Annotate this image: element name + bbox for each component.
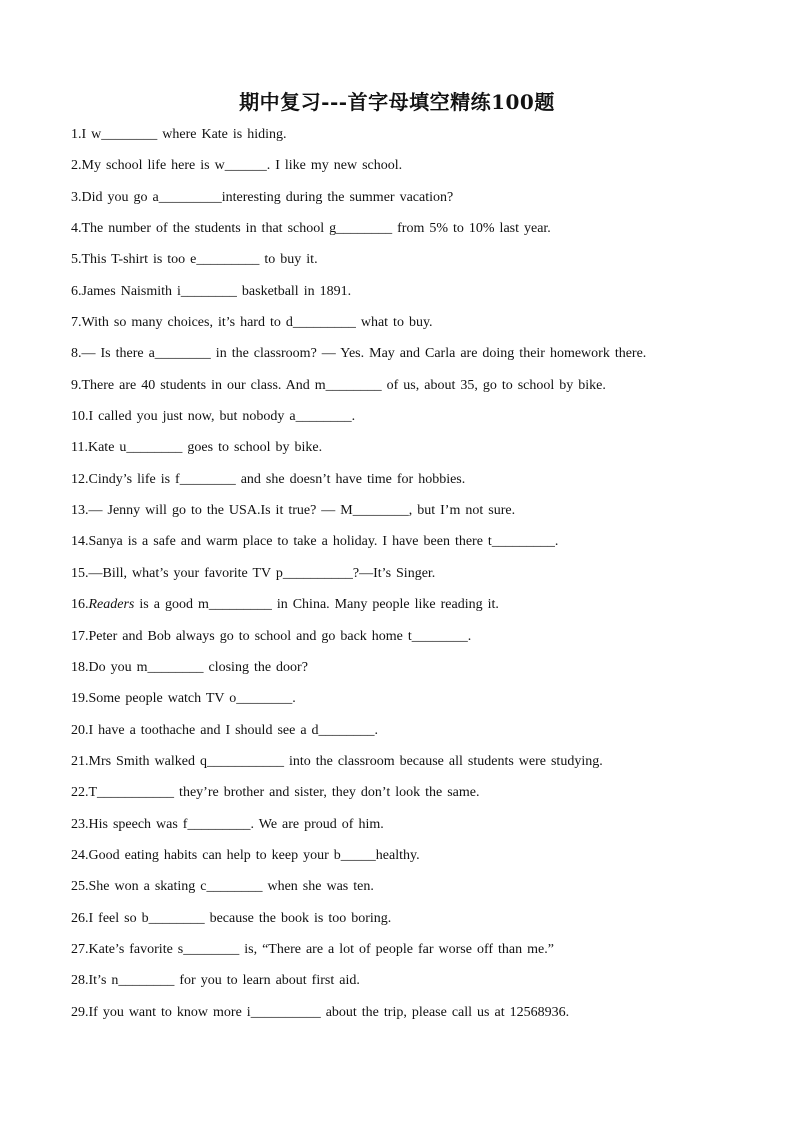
- question-item: 4.The number of the students in that school g________ from 5% to 10% last year.: [71, 221, 551, 237]
- question-item: 23.His speech was f_________. We are proud of him.: [71, 816, 384, 832]
- question-item: 20.I have a toothache and I should see a d________.: [71, 722, 379, 738]
- question-item: 11.Kate u________ goes to school by bike.: [71, 440, 323, 456]
- question-item: 15.—Bill, what’s your favorite TV p__________?—It’s Singer.: [71, 565, 436, 581]
- question-item: 12.Cindy’s life is f________ and she doesn’t have time for hobbies.: [71, 471, 466, 487]
- question-item: 19.Some people watch TV o________.: [71, 691, 296, 707]
- question-item: 9.There are 40 students in our class. And m________ of us, about 35, go to school by bike.: [71, 377, 606, 393]
- question-item: 2.My school life here is w______. I like my new school.: [71, 158, 403, 174]
- question-item: 6.James Naismith i________ basketball in 1891.: [71, 283, 352, 299]
- question-item: 29.If you want to know more i__________ about the trip, please call us at 12568936.: [71, 1004, 570, 1020]
- question-item: 1.I w________ where Kate is hiding.: [71, 127, 287, 142]
- question-item: 24.Good eating habits can help to keep your b_____healthy.: [71, 847, 420, 863]
- question-item: 22.T___________ they’re brother and sister, they don’t look the same.: [71, 785, 480, 801]
- question-item: 14.Sanya is a safe and warm place to take a holiday. I have been there t_________.: [71, 534, 559, 550]
- question-item: 25.She won a skating c________ when she was ten.: [71, 879, 374, 895]
- question-list: [71, 124, 771, 1033]
- question-item-italic-title: 16.Readers is a good m_________ in China. Many people like reading it.: [71, 597, 499, 613]
- question-item: 10.I called you just now, but nobody a________.: [71, 409, 356, 425]
- question-item: 3.Did you go a_________interesting during the summer vacation?: [71, 189, 454, 205]
- page-title: 期中复习---首字母填空精练100题: [239, 90, 555, 114]
- question-item: 26.I feel so b________ because the book is too boring.: [71, 910, 392, 926]
- question-item: 28.It’s n________ for you to learn about first aid.: [71, 973, 360, 989]
- question-item: 5.This T-shirt is too e_________ to buy it.: [71, 252, 318, 268]
- question-item: 27.Kate’s favorite s________ is, “There are a lot of people far worse off than me.”: [71, 941, 554, 957]
- question-item: 8.— Is there a________ in the classroom? — Yes. May and Carla are doing their homework there.: [71, 346, 647, 362]
- question-item: 21.Mrs Smith walked q___________ into the classroom because all students were studying.: [71, 753, 603, 769]
- question-item: 18.Do you m________ closing the door?: [71, 659, 308, 675]
- question-item: 7.With so many choices, it’s hard to d_________ what to buy.: [71, 315, 433, 331]
- question-item: 17.Peter and Bob always go to school and go back home t________.: [71, 628, 472, 644]
- question-item: 13.— Jenny will go to the USA.Is it true? — M________, but I’m not sure.: [71, 503, 516, 519]
